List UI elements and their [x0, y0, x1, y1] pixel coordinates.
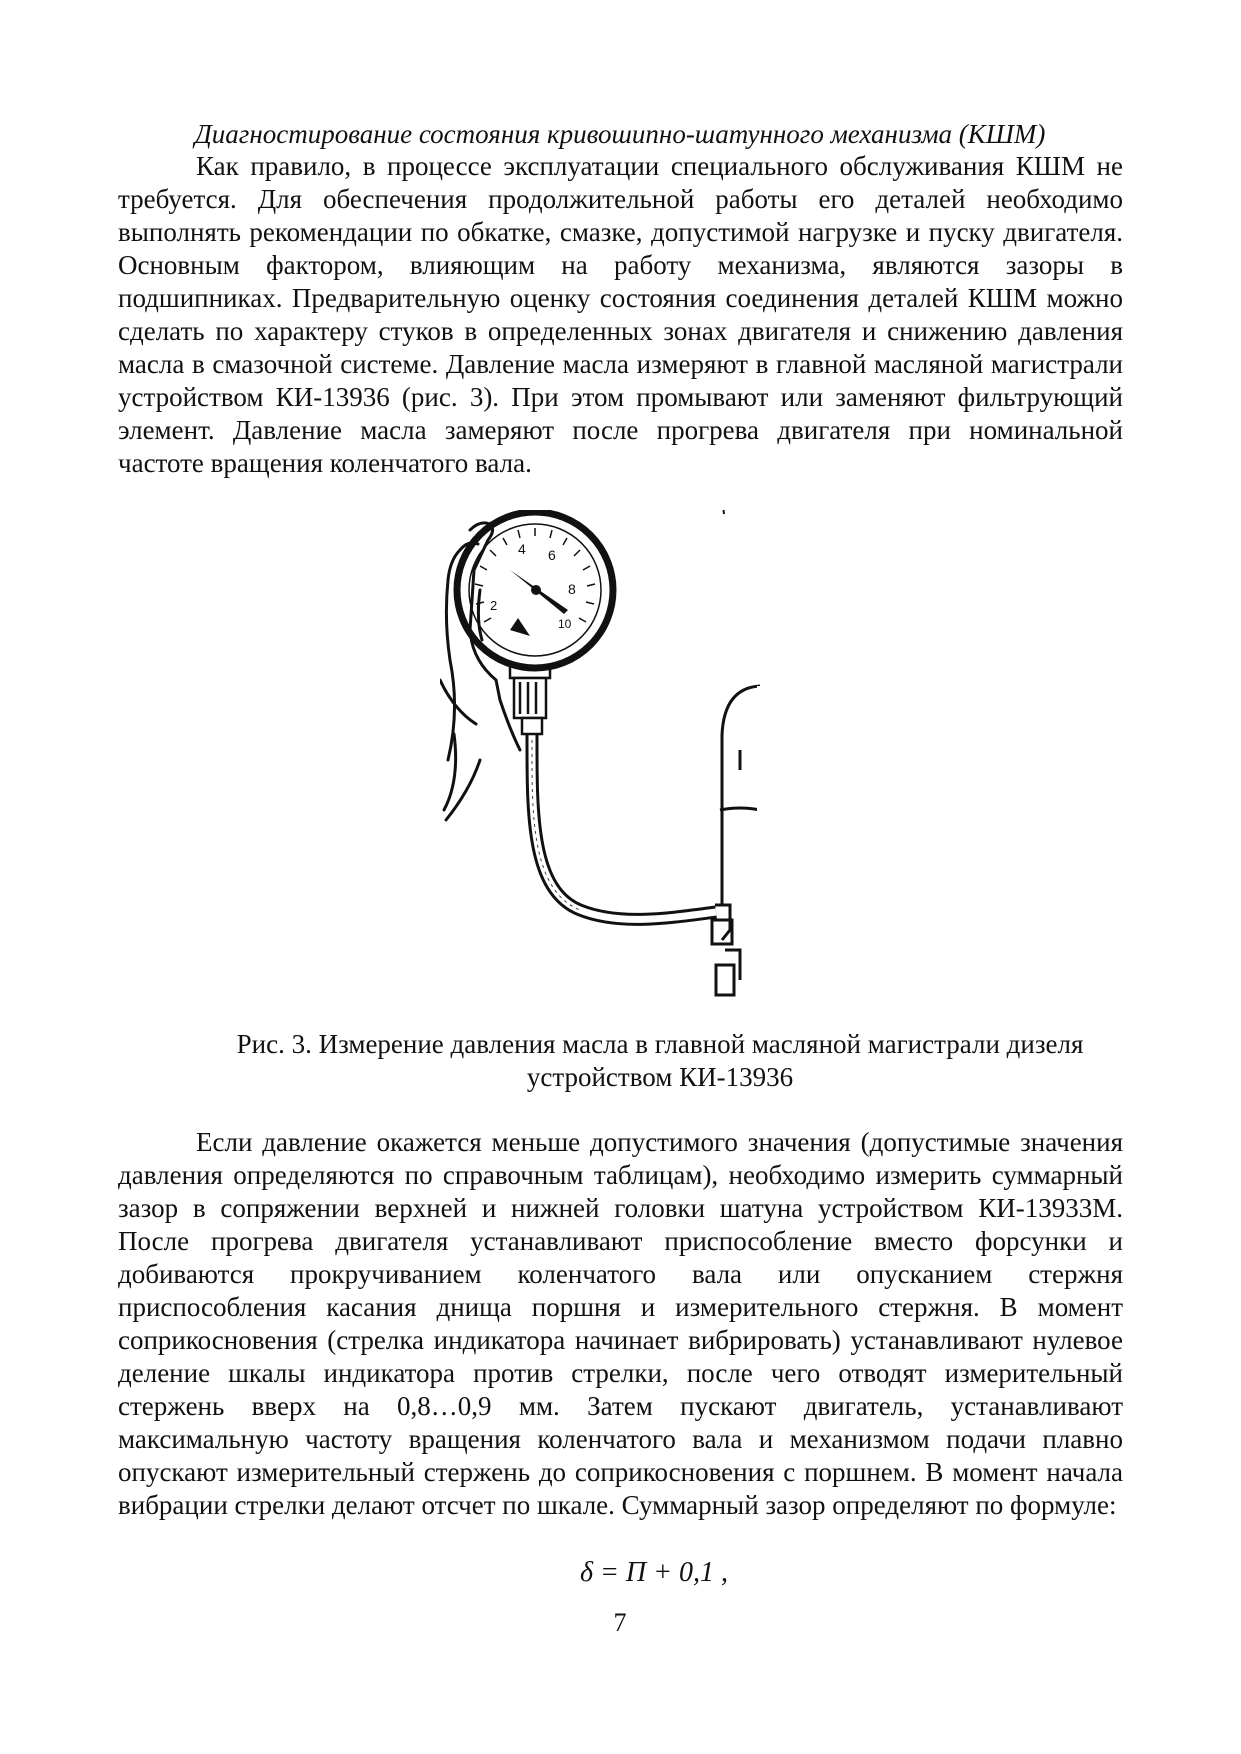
dial-number-6: 6 — [548, 547, 556, 563]
paragraph-intro: Как правило, в процессе эксплуатации специального обслуживания КШМ не требуется. Для обеспечения продолжительной работы его деталей необходимо выполнять рекомендации по обкатке, смазке, допустимой нагрузке и пуску двигателя. Основным фактором, влияющим на работу механизма, являются зазоры в подшипниках. Предварительную оценку состояния соединения деталей КШМ можно сделать по характеру стуков в определенных зонах двигателя и снижению давления масла в смазочной системе. Давление масла измеряют в главной масляной магистрали устройством КИ-13936 (рис. 3). При этом промывают или заменяют фильтрующий элемент. Давление масла замеряют после прогрева двигателя при номинальной частоте вращения коленчатого вала. — [118, 151, 1123, 478]
figure-caption — [190, 1028, 1130, 1094]
figure-caption-line1: Рис. 3. Измерение давления масла в главной масляной магистрали дизеля — [236, 1029, 1084, 1059]
dial-number-2: 2 — [490, 598, 498, 613]
formula-total-clearance: δ = П + 0,1 , — [580, 1557, 729, 1588]
figure-edge-mark — [723, 510, 724, 514]
engine-block-drawing — [712, 686, 760, 1010]
figure-pressure-gauge — [440, 510, 820, 1020]
dial-number-8: 8 — [568, 581, 576, 597]
hose-drawing — [532, 730, 716, 919]
page-number: 7 — [613, 1608, 627, 1637]
figure-caption-line2: устройством КИ-13936 — [526, 1062, 794, 1092]
dial-number-4: 4 — [518, 541, 526, 557]
paragraph-clearance-measurement: Если давление окажется меньше допустимого значения (допустимые значения давления определяются по справочным таблицам), необходимо измерить суммарный зазор в сопряжении верхней и нижней головки шатуна устройством КИ-13933М. После прогрева двигателя устанавливают приспособление вместо форсунки и добиваются прокручиванием коленчатого вала или опусканием стержня приспособления касания днища поршня и измерительного стержня. В момент соприкосновения (стрелка индикатора начинает вибрировать) устанавливают нулевое деление шкалы индикатора против стрелки, после чего отводят измерительный стержень вверх на 0,8…0,9 мм. Затем пускают двигатель, устанавливают максимальную частоту вращения коленчатого вала и механизмом подачи плавно опускают измерительный стержень до соприкосновения с поршнем. В момент начала вибрации стрелки делают отсчет по шкале. Суммарный зазор определяют по формуле: — [118, 1127, 1123, 1520]
pressure-gauge-illustration — [440, 510, 820, 1020]
dial-number-10: 10 — [558, 617, 572, 631]
section-heading: Диагностирование состояния кривошипно-шатунного механизма (КШМ) — [194, 119, 1046, 149]
